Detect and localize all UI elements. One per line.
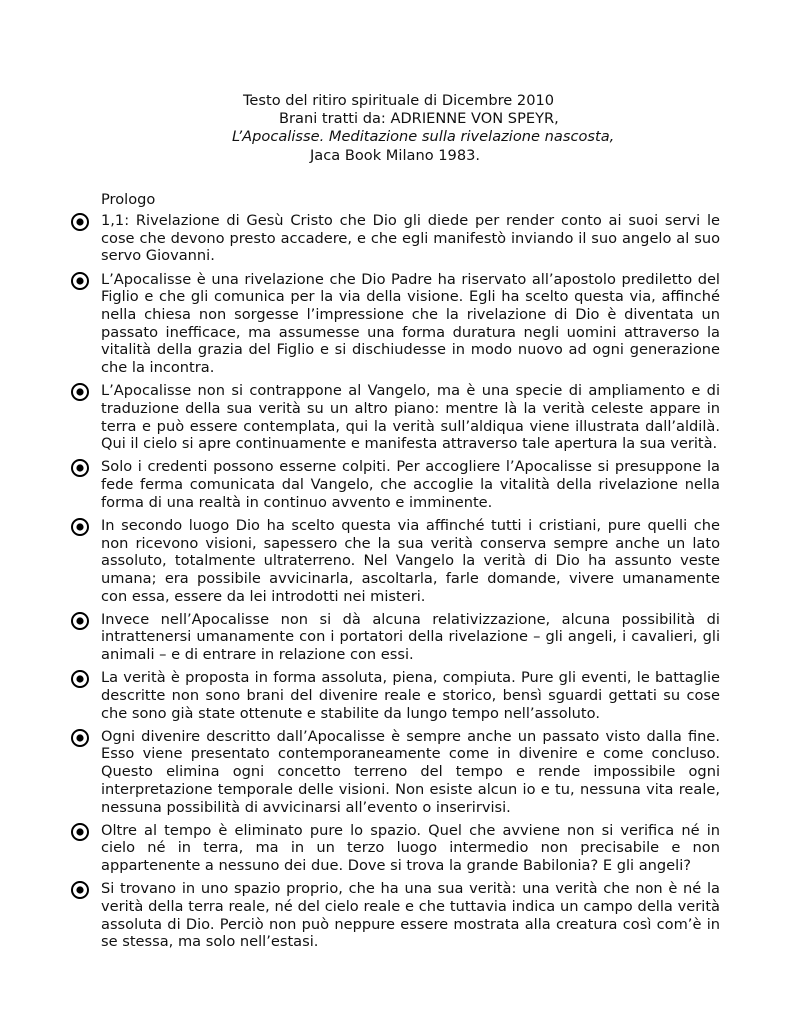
list-item (70, 822, 720, 875)
list-item (70, 728, 720, 817)
list-item (70, 880, 720, 951)
circled-dot-icon (70, 212, 90, 232)
circled-dot-icon (70, 458, 90, 478)
circled-dot-icon (70, 271, 90, 291)
section-title: Prologo (101, 191, 156, 208)
list-item (70, 669, 720, 722)
paragraph-list (70, 212, 720, 956)
paragraph-text: Si trovano in uno spazio proprio, che ha una sua verità: una verità che non è né la verità della terra reale, né del cielo reale e che tuttavia indica un campo della verità assoluta di Dio. Perciò non può neppure essere mostrata alla creatura così com’è in se stessa, ma solo nell’estasi. (101, 880, 720, 951)
list-item (70, 517, 720, 606)
circled-dot-icon (70, 669, 90, 689)
paragraph-text: L’Apocalisse è una rivelazione che Dio Padre ha riservato all’apostolo prediletto del Figlio e che gli comunica per la via della visione. Egli ha scelto questa via, affinché nella chiesa non sorgesse l’impressione che la rivelazione di Dio è diventata un passato inefficace, ma assumesse una forma duratura negli uomini attraverso la vitalità della grazia del Figlio e si dischiudesse in modo nuovo ad ogni generazione che la incontra. (101, 270, 720, 377)
paragraph-text: La verità è proposta in forma assoluta, piena, compiuta. Pure gli eventi, le battaglie descritte non sono brani del divenire reale e storico, bensì sguardi gettati su cose che sono già state ottenute e stabilite da lungo tempo nell’assoluto. (101, 669, 720, 722)
list-item (70, 382, 720, 453)
list-item (70, 611, 720, 664)
paragraph-text: Solo i credenti possono esserne colpiti. Per accogliere l’Apocalisse si presuppone la fede ferma comunicata dal Vangelo, che accoglie la vitalità della rivelazione nella forma di una realtà in continuo avvento e imminente. (101, 458, 720, 511)
circled-dot-icon (70, 728, 90, 748)
circled-dot-icon (70, 517, 90, 537)
circled-dot-icon (70, 382, 90, 402)
paragraph-text: Ogni divenire descritto dall’Apocalisse è sempre anche un passato visto dalla fine. Esso viene presentato contemporaneamente come in divenire e come concluso. Questo elimina ogni concetto terreno del tempo e rende impossibile ogni interpretazione temporale delle visioni. Non esiste alcun io e tu, nessuna vita reale, nessuna possibilità di avvicinarsi all’evento o inserirvisi. (101, 727, 720, 816)
header-book-title: L’Apocalisse. Meditazione sulla rivelazione nascosta, (232, 128, 615, 146)
paragraph-text: Oltre al tempo è eliminato pure lo spazio. Quel che avviene non si verifica né in cielo né in terra, ma in un terzo luogo intermedio non precisabile e non appartenente a nessuno dei due. Dove si trova la grande Babilonia? E gli angeli? (101, 821, 720, 875)
circled-dot-icon (70, 822, 90, 842)
paragraph-text: Invece nell’Apocalisse non si dà alcuna relativizzazione, alcuna possibilità di intrattenersi umanamente con i portatori della rivelazione – gli angeli, i cavalieri, gli animali – e di entrare in relazione con essi. (101, 610, 720, 664)
paragraph-text: In secondo luogo Dio ha scelto questa via affinché tutti i cristiani, pure quelli che non ricevono visioni, sapessero che la sua verità conserva sempre anche un lato assoluto, totalmente ultraterreno. Nel Vangelo la verità di Dio ha assunto veste umana; era possibile avvicinarla, ascoltarla, farle domande, vivere umanamente con essa, essere da lei introdotti nei misteri. (101, 516, 720, 605)
document-header (0, 92, 791, 165)
header-publisher: Jaca Book Milano 1983. (310, 146, 481, 164)
circled-dot-icon (70, 611, 90, 631)
paragraph-text: 1,1: Rivelazione di Gesù Cristo che Dio gli diede per render conto ai suoi servi le cose che devono presto accadere, e che egli manifestò inviando il suo angelo al suo servo Giovanni. (101, 212, 720, 265)
header-title: Testo del ritiro spirituale di Dicembre 2010 (243, 92, 555, 109)
header-source: Brani tratti da: ADRIENNE VON SPEYR, (279, 110, 559, 128)
list-item (70, 458, 720, 511)
list-item (70, 212, 720, 265)
paragraph-text: L’Apocalisse non si contrappone al Vangelo, ma è una specie di ampliamento e di traduzione della sua verità su un altro piano: mentre là la verità celeste appare in terra e può essere contemplata, qui la verità sull’aldiqua viene illustrata dall’aldilà. Qui il cielo si apre continuamente e manifesta attraverso tale apertura la sua verità. (101, 382, 720, 453)
circled-dot-icon (70, 880, 90, 900)
list-item (70, 271, 720, 377)
